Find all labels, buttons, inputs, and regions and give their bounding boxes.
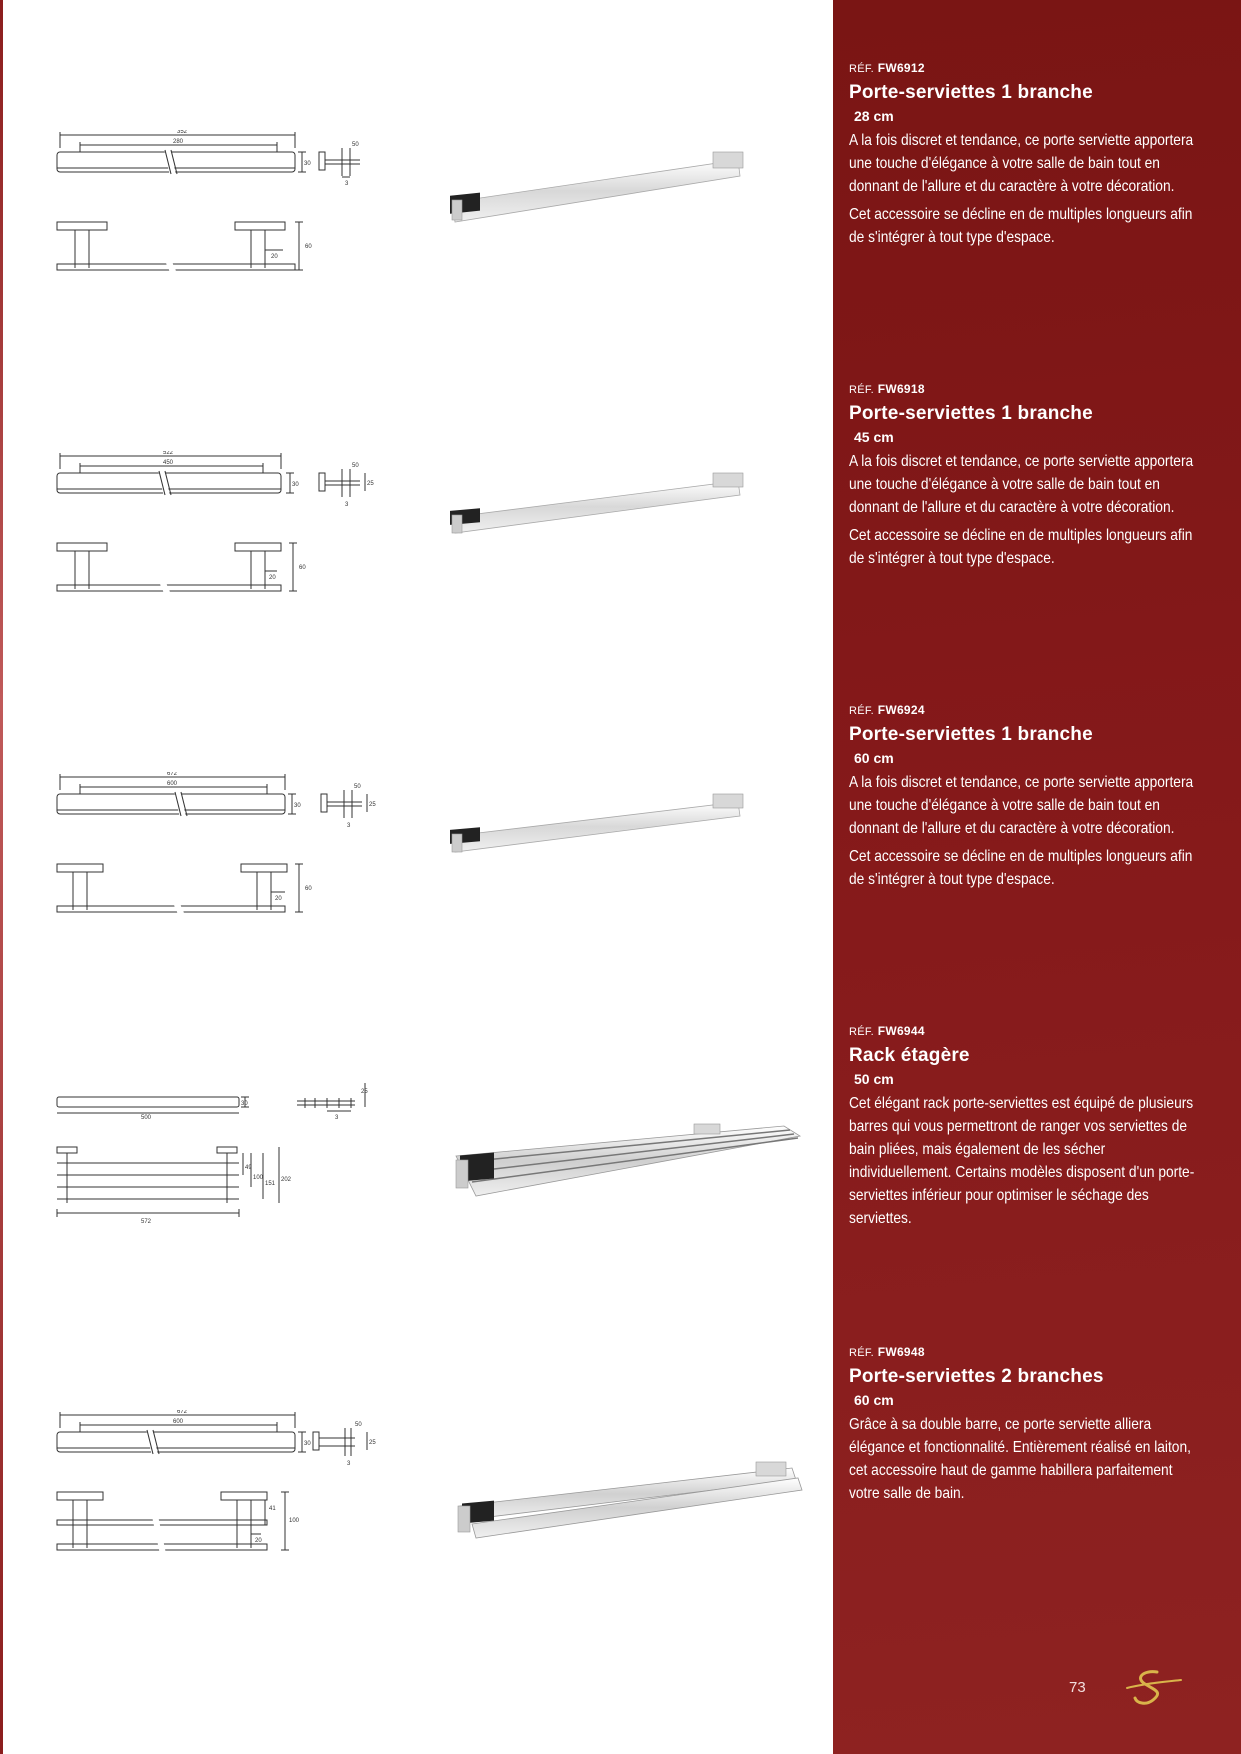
dim-h2: 25 [361, 1089, 368, 1095]
product-size: 50 cm [854, 1071, 894, 1087]
ref-code: FW6944 [877, 1024, 925, 1038]
dim-d2: 60 [299, 565, 306, 571]
product-ref [849, 1344, 1201, 1361]
product-size: 60 cm [854, 750, 894, 766]
dim-h3: 3 [345, 502, 349, 508]
product-fw6918 [0, 361, 1241, 681]
product-title: Porte-serviettes 1 branche [849, 724, 1093, 745]
dim-v2: 100 [253, 1175, 264, 1181]
dim-h1: 30 [304, 1441, 311, 1447]
product-fw6924 [0, 682, 1241, 1002]
description-paragraph: A la fois discret et tendance, ce porte serviette apportera une touche d'élégance à votre salle de bain tout en donnant de l'allure et du caractère à votre décoration. [849, 453, 1194, 516]
product-size: 45 cm [854, 429, 894, 445]
dim-h2: 50 [355, 1422, 362, 1428]
product-title: Porte-serviettes 1 branche [849, 82, 1093, 103]
product-fw6944 [0, 1003, 1241, 1323]
ref-prefix: RÉF. [849, 384, 875, 396]
dim-bottom: 572 [141, 1219, 152, 1225]
product-title: Porte-serviettes 1 branche [849, 403, 1093, 424]
description-paragraph: Cet accessoire se décline en de multiples longueurs afin de s'intégrer à tout type d'espace. [849, 527, 1193, 567]
dim-v3: 151 [265, 1181, 276, 1187]
description-paragraph: Grâce à sa double barre, ce porte serviette alliera élégance et fonctionnalité. Entièrement réalisé en laiton, cet accessoire haut de gamme habillera parfaitement votre salle de bain. [849, 1416, 1191, 1502]
dim-h4: 25 [369, 1440, 376, 1446]
dim-h3: 3 [347, 823, 351, 829]
dim-h4: 25 [367, 481, 374, 487]
product-description [849, 1413, 1202, 1505]
dim-d3: 100 [289, 1518, 300, 1524]
ref-code: FW6948 [877, 1345, 925, 1359]
product-info [849, 60, 1201, 254]
dim-inner: 600 [173, 1419, 184, 1425]
dim-outer: 352 [177, 130, 188, 135]
dim-h2: 50 [352, 142, 359, 148]
dim-d1: 20 [269, 575, 276, 581]
description-paragraph: Cet élégant rack porte-serviettes est équipé de plusieurs barres qui vous permettront de ranger vos serviettes de bain pliées, mais également de les sécher individuellement. Certains modèles disposent d'un porte-serviettes inférieur pour optimiser le séchage des serviettes. [849, 1095, 1195, 1227]
dim-d2: 20 [255, 1538, 262, 1544]
technical-drawing [55, 772, 415, 942]
dim-d1: 20 [275, 896, 282, 902]
product-ref [849, 702, 1201, 719]
dim-outer: 672 [177, 1410, 188, 1415]
dim-v4: 202 [281, 1177, 292, 1183]
dim-h3: 3 [335, 1115, 339, 1121]
dim-h2: 50 [354, 784, 361, 790]
dim-h1: 30 [292, 482, 299, 488]
dim-inner: 280 [173, 139, 184, 145]
technical-drawing [55, 451, 415, 621]
ref-code: FW6912 [877, 61, 925, 75]
ref-prefix: RÉF. [849, 63, 875, 75]
ref-code: FW6924 [877, 703, 925, 717]
technical-drawing [55, 1410, 415, 1580]
product-photo [448, 150, 808, 300]
product-size: 28 cm [854, 108, 894, 124]
dim-h1: 30 [294, 803, 301, 809]
dim-outer: 522 [163, 451, 174, 456]
dim-outer: 672 [167, 772, 178, 777]
product-photo [454, 1118, 804, 1228]
product-info [849, 1023, 1201, 1235]
ref-prefix: RÉF. [849, 705, 875, 717]
description-paragraph: A la fois discret et tendance, ce porte serviette apportera une touche d'élégance à votre salle de bain tout en donnant de l'allure et du caractère à votre décoration. [849, 774, 1194, 837]
product-description [849, 129, 1202, 249]
description-paragraph: Cet accessoire se décline en de multiples longueurs afin de s'intégrer à tout type d'espace. [849, 206, 1193, 246]
product-photo [448, 792, 808, 942]
page-number: 73 [1069, 1679, 1086, 1696]
description-paragraph: A la fois discret et tendance, ce porte serviette apportera une touche d'élégance à votre salle de bain tout en donnant de l'allure et du caractère à votre décoration. [849, 132, 1194, 195]
description-paragraph: Cet accessoire se décline en de multiples longueurs afin de s'intégrer à tout type d'espace. [849, 848, 1193, 888]
ref-prefix: RÉF. [849, 1347, 875, 1359]
product-fw6948 [0, 1324, 1241, 1644]
dim-h1: 30 [241, 1101, 248, 1107]
product-info [849, 1344, 1201, 1510]
dim-top: 500 [141, 1115, 152, 1121]
dim-h1: 30 [304, 161, 311, 167]
product-description [849, 450, 1202, 570]
product-fw6912 [0, 40, 1241, 360]
ref-code: FW6918 [877, 382, 925, 396]
product-description [849, 1092, 1202, 1230]
dim-d2: 60 [305, 886, 312, 892]
product-title: Rack étagère [849, 1045, 970, 1066]
product-info [849, 702, 1201, 896]
dim-d2: 60 [305, 244, 312, 250]
dim-d1: 20 [271, 254, 278, 260]
ref-prefix: RÉF. [849, 1026, 875, 1038]
dim-h4: 25 [369, 802, 376, 808]
product-ref [849, 60, 1201, 77]
product-info [849, 381, 1201, 575]
product-ref [849, 381, 1201, 398]
dim-h2: 50 [352, 463, 359, 469]
dim-inner: 600 [167, 781, 178, 787]
technical-drawing [55, 130, 415, 300]
technical-drawing [55, 1083, 415, 1253]
product-size: 60 cm [854, 1392, 894, 1408]
product-description [849, 771, 1202, 891]
product-title: Porte-serviettes 2 branches [849, 1366, 1104, 1387]
dim-v1: 49 [245, 1165, 252, 1171]
brand-logo-icon [1123, 1668, 1183, 1708]
product-photo [448, 471, 808, 621]
dim-h3: 3 [345, 181, 349, 187]
dim-d1: 41 [269, 1506, 276, 1512]
dim-h3: 3 [347, 1461, 351, 1467]
dim-inner: 450 [163, 460, 174, 466]
product-photo [456, 1458, 806, 1568]
product-ref [849, 1023, 1201, 1040]
